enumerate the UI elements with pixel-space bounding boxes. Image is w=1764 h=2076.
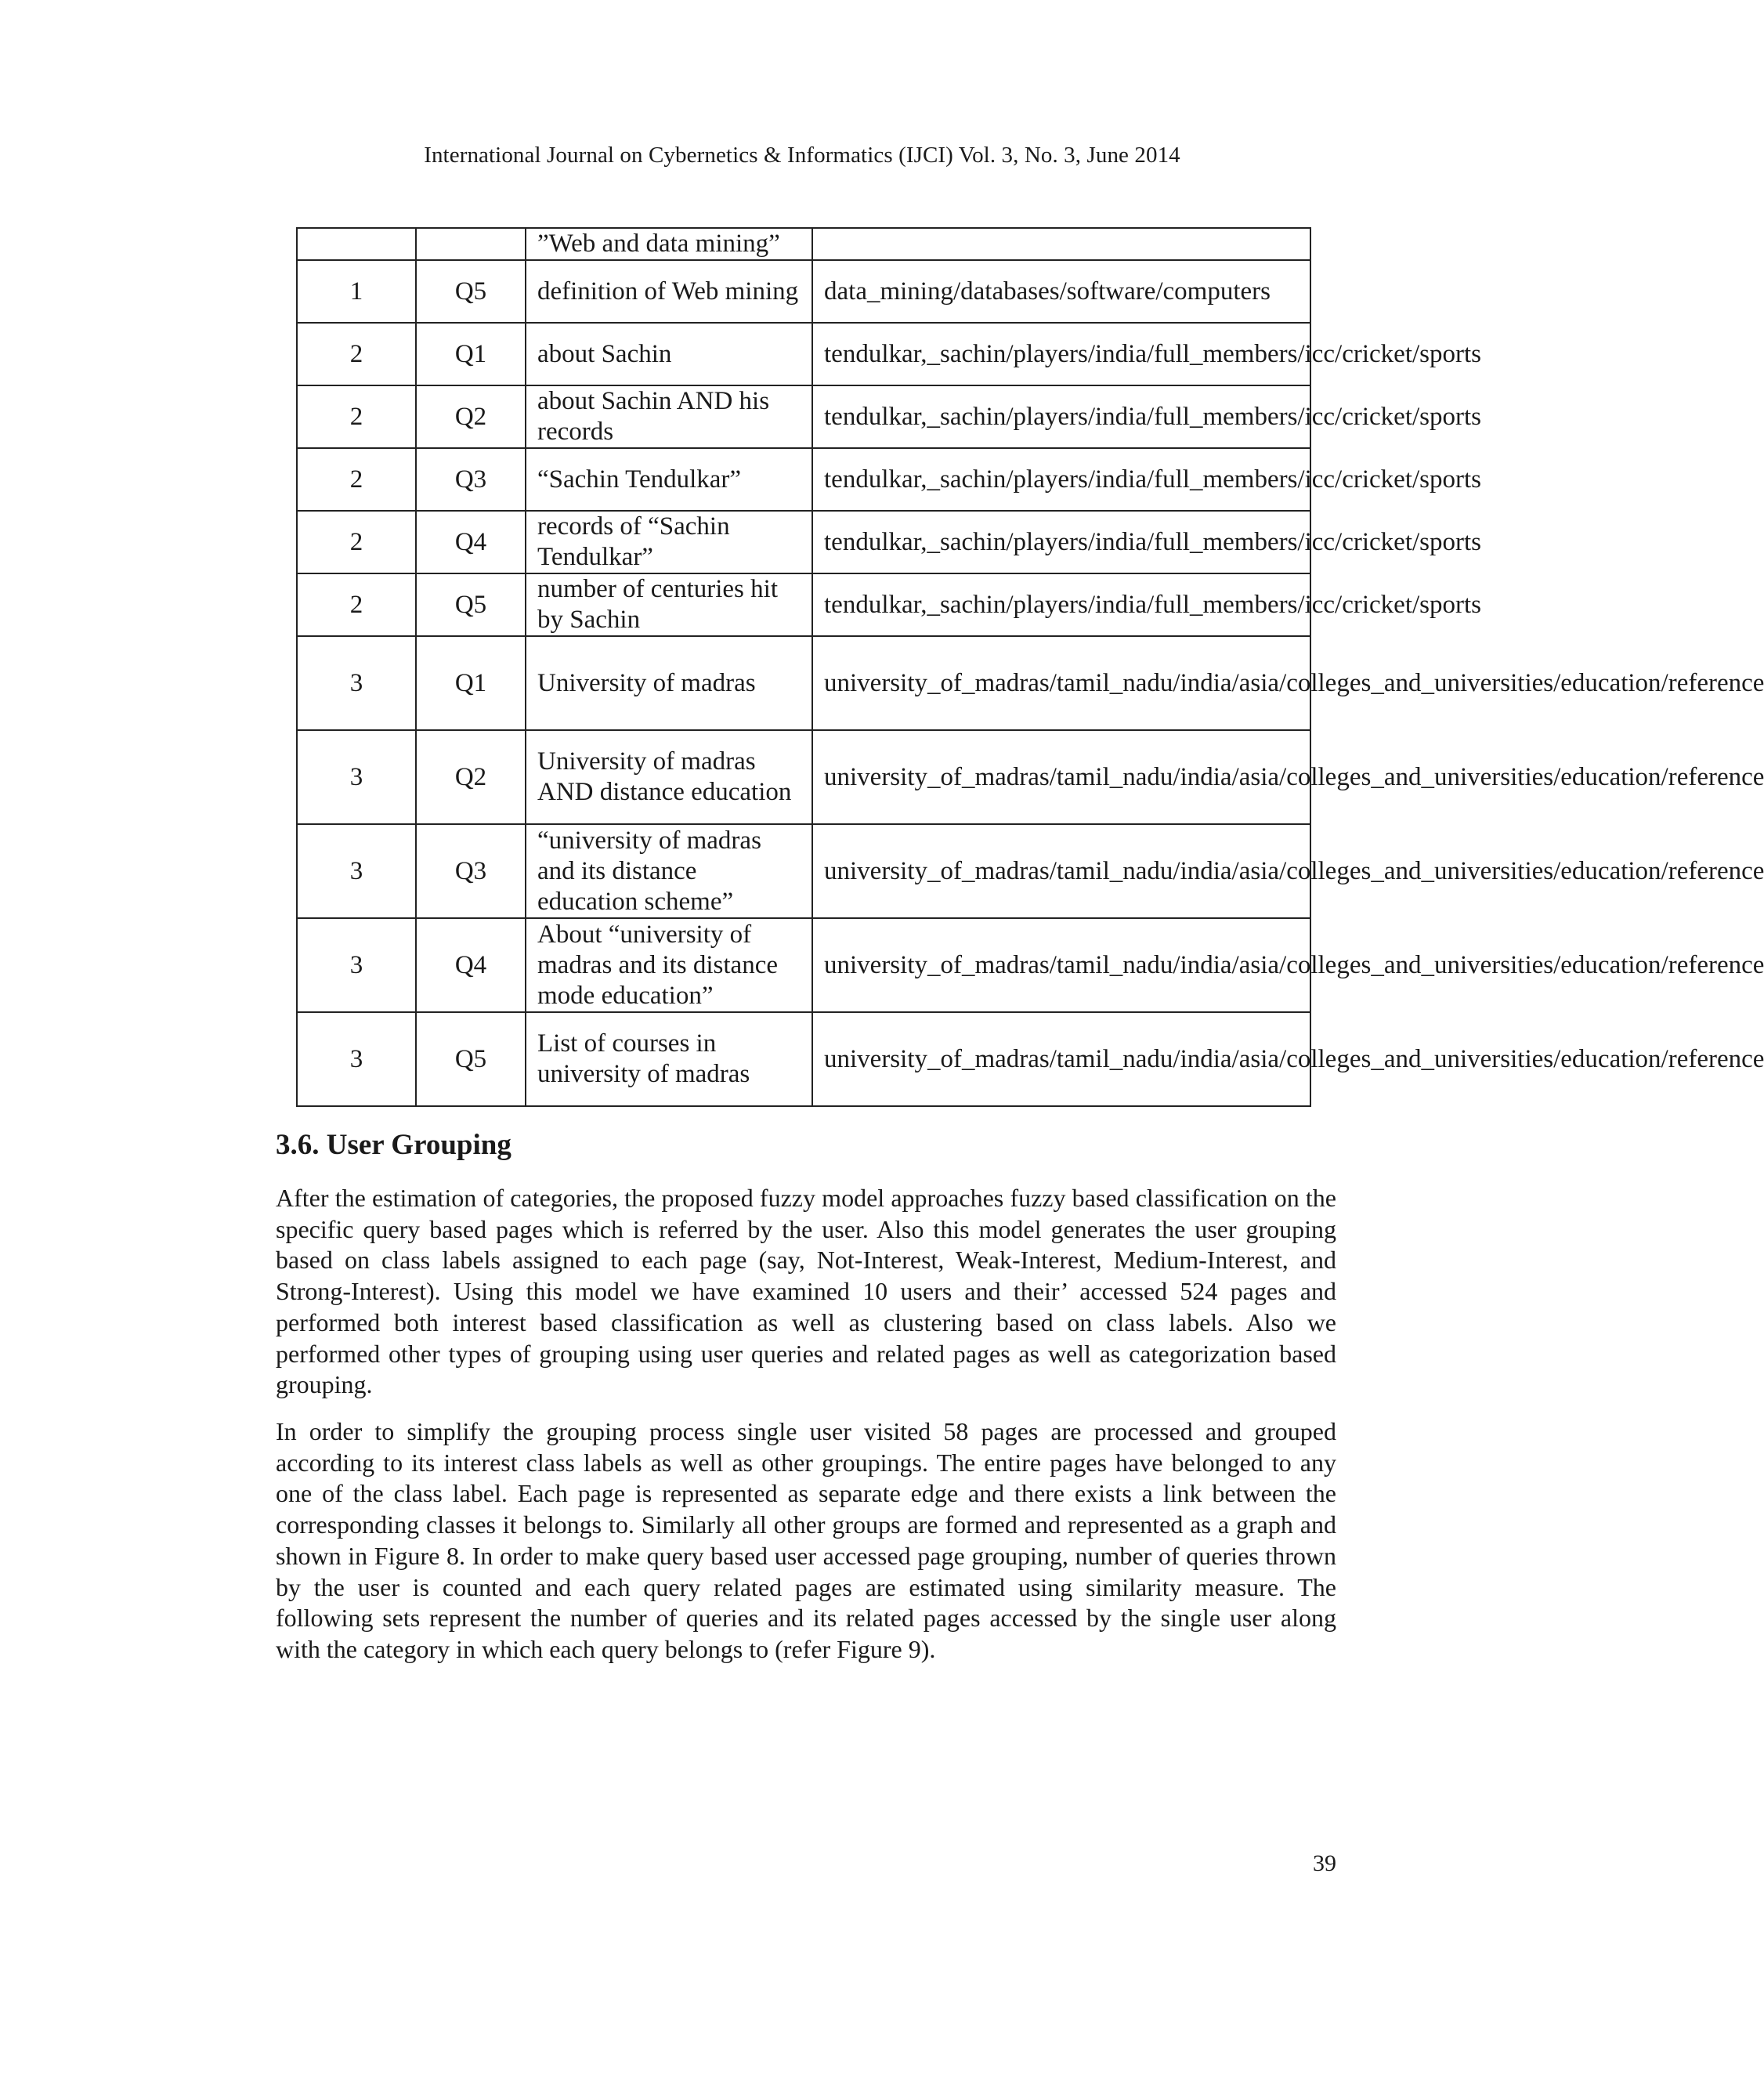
- category-cell: university_of_madras/tamil_nadu/india/asia/colleges_and_universities/education/reference: [812, 636, 1310, 730]
- query-cell: number of centuries hit by Sachin: [526, 573, 812, 636]
- query-id-cell: Q4: [416, 918, 526, 1012]
- user-cell: 3: [297, 636, 416, 730]
- table-row: [297, 730, 1310, 824]
- user-cell: 2: [297, 511, 416, 573]
- user-cell: 3: [297, 1012, 416, 1106]
- table-row: [297, 385, 1310, 448]
- category-cell: tendulkar,_sachin/players/india/full_members/icc/cricket/sports: [812, 448, 1310, 511]
- user-cell: 3: [297, 918, 416, 1012]
- query-id-cell: Q1: [416, 323, 526, 385]
- query-id-cell: Q2: [416, 730, 526, 824]
- table-row: [297, 323, 1310, 385]
- category-cell: university_of_madras/tamil_nadu/india/asia/colleges_and_universities/education/reference: [812, 730, 1310, 824]
- query-id-cell: [416, 228, 526, 260]
- table-row: [297, 824, 1310, 918]
- table-row: [297, 228, 1310, 260]
- page-number: 39: [1313, 1850, 1336, 1876]
- user-cell: 2: [297, 323, 416, 385]
- user-cell: 2: [297, 448, 416, 511]
- query-id-cell: Q1: [416, 636, 526, 730]
- query-cell: List of courses in university of madras: [526, 1012, 812, 1106]
- user-cell: 3: [297, 730, 416, 824]
- category-cell: data_mining/databases/software/computers: [812, 260, 1310, 323]
- category-cell: university_of_madras/tamil_nadu/india/asia/colleges_and_universities/education/reference: [812, 824, 1310, 918]
- query-cell: definition of Web mining: [526, 260, 812, 323]
- table-row: [297, 448, 1310, 511]
- user-cell: 2: [297, 385, 416, 448]
- table-row: [297, 573, 1310, 636]
- table-row: [297, 1012, 1310, 1106]
- body-paragraph: In order to simplify the grouping process single user visited 58 pages are processed and grouped according to its interest class labels as well as other groupings. The entire pages have belonged to any one of the class label. Each page is represented as separate edge and there exists a link between the corresponding classes it belongs to. Similarly all other groups are formed and represented as a graph and shown in Figure 8. In order to make query based user accessed page grouping, number of queries thrown by the user is counted and each query related pages are estimated using similarity measure. The following sets represent the number of queries and its related pages accessed by the single user along with the category in which each query belongs to (refer Figure 9).: [276, 1417, 1336, 1663]
- query-cell: about Sachin AND his records: [526, 385, 812, 448]
- query-cell: records of “Sachin Tendulkar”: [526, 511, 812, 573]
- query-id-cell: Q5: [416, 260, 526, 323]
- section-heading: 3.6. User Grouping: [276, 1129, 511, 1161]
- table-row: [297, 260, 1310, 323]
- user-cell: 2: [297, 573, 416, 636]
- query-cell: about Sachin: [526, 323, 812, 385]
- table-row: [297, 918, 1310, 1012]
- query-cell: ”Web and data mining”: [526, 228, 812, 260]
- category-cell: university_of_madras/tamil_nadu/india/asia/colleges_and_universities/education/reference: [812, 1012, 1310, 1106]
- category-cell: tendulkar,_sachin/players/india/full_members/icc/cricket/sports: [812, 573, 1310, 636]
- query-id-cell: Q5: [416, 573, 526, 636]
- query-id-cell: Q3: [416, 448, 526, 511]
- query-cell: About “university of madras and its distance mode education”: [526, 918, 812, 1012]
- category-cell: [812, 228, 1310, 260]
- journal-header: International Journal on Cybernetics & Informatics (IJCI) Vol. 3, No. 3, June 2014: [424, 143, 1180, 168]
- category-cell: tendulkar,_sachin/players/india/full_members/icc/cricket/sports: [812, 385, 1310, 448]
- query-cell: University of madras AND distance education: [526, 730, 812, 824]
- query-cell: University of madras: [526, 636, 812, 730]
- query-id-cell: Q5: [416, 1012, 526, 1106]
- user-cell: 1: [297, 260, 416, 323]
- user-cell: [297, 228, 416, 260]
- query-id-cell: Q2: [416, 385, 526, 448]
- body-paragraph: After the estimation of categories, the proposed fuzzy model approaches fuzzy based classification on the specific query based pages which is referred by the user. Also this model generates the user grouping based on class labels assigned to each page (say, Not-Interest, Weak-Interest, Medium-Interest, and Strong-Interest). Using this model we have examined 10 users and their’ accessed 524 pages and performed both interest based classification as well as clustering based on class labels. Also we performed other types of grouping using user queries and related pages as well as categorization based grouping.: [276, 1184, 1336, 1399]
- query-id-cell: Q4: [416, 511, 526, 573]
- category-cell: tendulkar,_sachin/players/india/full_members/icc/cricket/sports: [812, 511, 1310, 573]
- category-cell: tendulkar,_sachin/players/india/full_members/icc/cricket/sports: [812, 323, 1310, 385]
- table-row: [297, 636, 1310, 730]
- table-row: [297, 511, 1310, 573]
- query-id-cell: Q3: [416, 824, 526, 918]
- category-cell: university_of_madras/tamil_nadu/india/asia/colleges_and_universities/education/reference: [812, 918, 1310, 1012]
- user-cell: 3: [297, 824, 416, 918]
- query-category-table: [296, 227, 1764, 1107]
- query-cell: “Sachin Tendulkar”: [526, 448, 812, 511]
- query-cell: “university of madras and its distance education scheme”: [526, 824, 812, 918]
